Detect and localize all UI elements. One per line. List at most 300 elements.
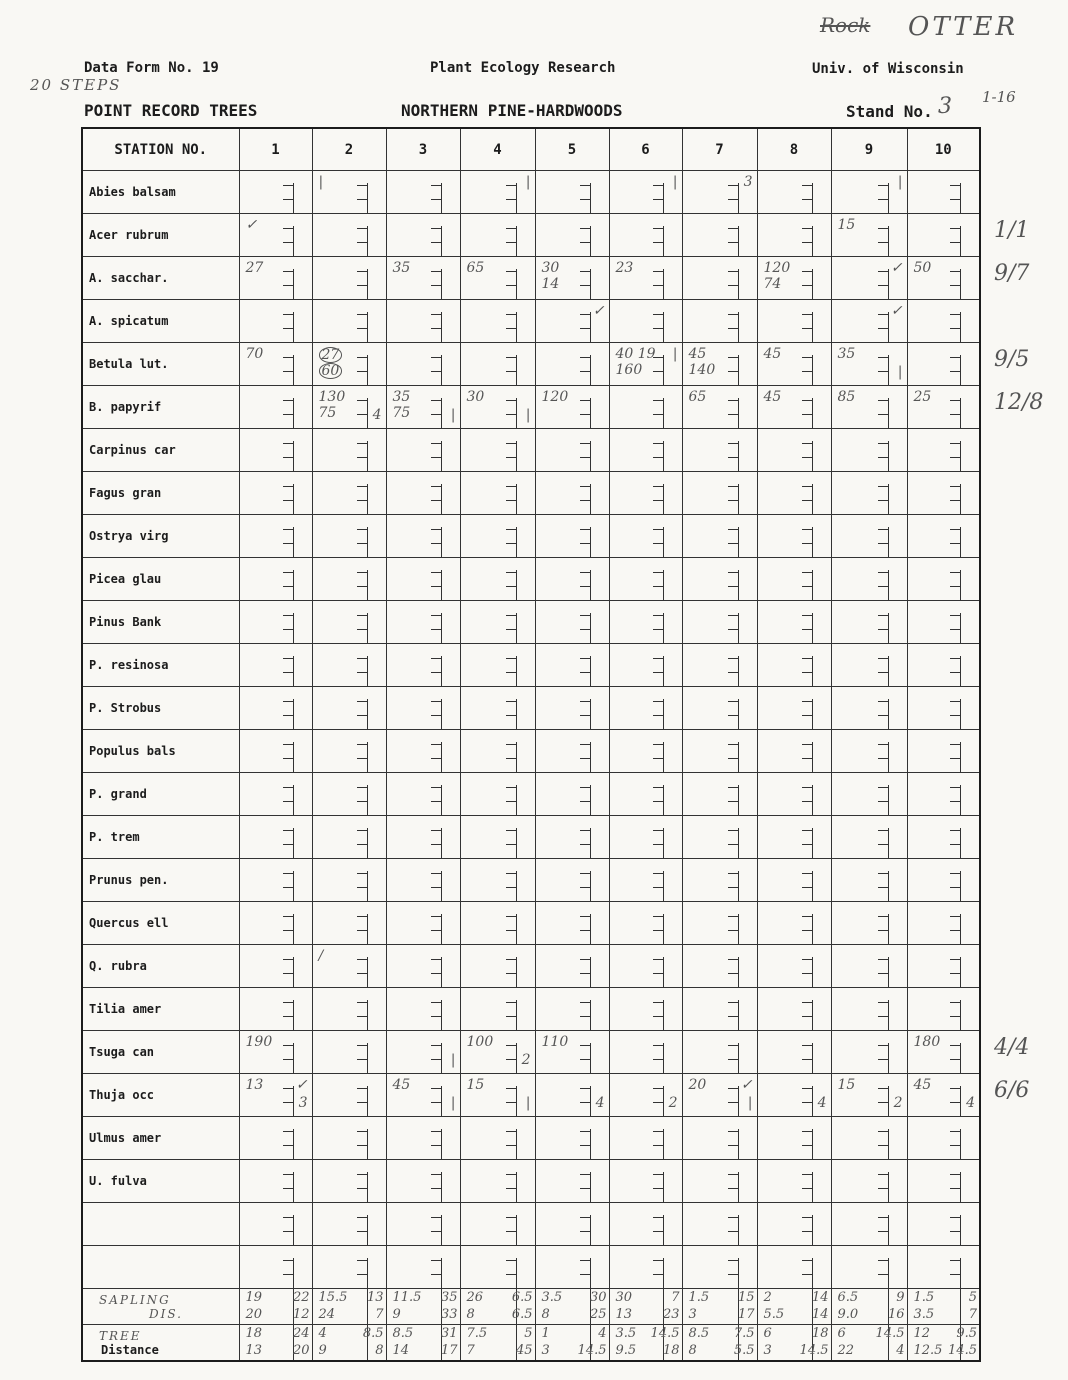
record-cell[interactable] <box>535 816 609 859</box>
record-cell[interactable] <box>386 515 460 558</box>
record-cell[interactable] <box>907 1074 980 1117</box>
distance-cell[interactable] <box>757 1289 831 1325</box>
distance-cell[interactable] <box>682 1289 757 1325</box>
record-cell[interactable] <box>682 730 757 773</box>
record-cell[interactable] <box>386 214 460 257</box>
handwritten-distance: 8 <box>466 1307 475 1322</box>
record-cell[interactable] <box>239 214 312 257</box>
record-cell[interactable] <box>386 429 460 472</box>
record-cell[interactable] <box>609 687 682 730</box>
record-cell[interactable] <box>239 859 312 902</box>
record-cell[interactable] <box>609 859 682 902</box>
record-cell[interactable] <box>682 945 757 988</box>
record-cell[interactable] <box>757 214 831 257</box>
record-cell[interactable] <box>907 214 980 257</box>
record-cell[interactable] <box>609 1117 682 1160</box>
record-cell[interactable] <box>831 1160 907 1203</box>
cell-dash <box>283 830 294 831</box>
record-cell[interactable] <box>239 1246 312 1289</box>
record-cell[interactable] <box>312 343 386 386</box>
record-cell[interactable] <box>609 816 682 859</box>
record-cell[interactable] <box>831 730 907 773</box>
record-cell[interactable] <box>386 988 460 1031</box>
record-cell[interactable] <box>609 300 682 343</box>
record-cell[interactable] <box>609 343 682 386</box>
cell-dash <box>357 457 368 458</box>
record-cell[interactable] <box>831 1246 907 1289</box>
record-cell[interactable] <box>757 859 831 902</box>
record-cell[interactable] <box>757 472 831 515</box>
record-cell[interactable] <box>609 988 682 1031</box>
record-cell[interactable] <box>312 257 386 300</box>
record-cell[interactable] <box>460 1203 535 1246</box>
record-cell[interactable] <box>535 257 609 300</box>
record-cell[interactable] <box>535 429 609 472</box>
record-cell[interactable] <box>312 816 386 859</box>
record-cell[interactable] <box>757 730 831 773</box>
record-cell[interactable] <box>535 687 609 730</box>
record-cell[interactable] <box>386 601 460 644</box>
record-cell[interactable] <box>460 257 535 300</box>
record-cell[interactable] <box>757 601 831 644</box>
record-cell[interactable] <box>907 343 980 386</box>
record-cell[interactable] <box>460 1117 535 1160</box>
record-cell[interactable] <box>831 1203 907 1246</box>
record-cell[interactable] <box>757 988 831 1031</box>
record-cell[interactable] <box>609 644 682 687</box>
record-cell[interactable] <box>312 386 386 429</box>
record-cell[interactable] <box>312 773 386 816</box>
record-cell[interactable] <box>386 1246 460 1289</box>
record-cell[interactable] <box>460 687 535 730</box>
record-cell[interactable] <box>386 1203 460 1246</box>
record-cell[interactable] <box>460 902 535 945</box>
record-cell[interactable] <box>757 687 831 730</box>
record-cell[interactable] <box>907 730 980 773</box>
record-cell[interactable] <box>312 558 386 601</box>
record-cell[interactable] <box>682 214 757 257</box>
record-cell[interactable] <box>239 601 312 644</box>
record-cell[interactable] <box>312 1160 386 1203</box>
record-cell[interactable] <box>682 343 757 386</box>
record-cell[interactable] <box>907 859 980 902</box>
record-cell[interactable] <box>907 472 980 515</box>
record-cell[interactable] <box>831 859 907 902</box>
record-cell[interactable] <box>535 515 609 558</box>
record-cell[interactable] <box>609 1160 682 1203</box>
record-cell[interactable] <box>460 386 535 429</box>
record-cell[interactable] <box>386 1031 460 1074</box>
record-cell[interactable] <box>535 300 609 343</box>
record-cell[interactable] <box>757 1203 831 1246</box>
record-cell[interactable] <box>682 472 757 515</box>
record-cell[interactable] <box>831 601 907 644</box>
record-cell[interactable] <box>239 171 312 214</box>
record-cell[interactable] <box>239 429 312 472</box>
cell-divider <box>960 656 961 686</box>
record-cell[interactable] <box>535 214 609 257</box>
record-cell[interactable] <box>312 1203 386 1246</box>
record-cell[interactable] <box>609 730 682 773</box>
record-cell[interactable] <box>682 300 757 343</box>
record-cell[interactable] <box>535 902 609 945</box>
record-cell[interactable] <box>386 859 460 902</box>
record-cell[interactable] <box>682 687 757 730</box>
record-cell[interactable] <box>907 171 980 214</box>
record-cell[interactable] <box>386 644 460 687</box>
record-cell[interactable] <box>460 644 535 687</box>
distance-cell[interactable] <box>609 1289 682 1325</box>
record-cell[interactable] <box>907 1031 980 1074</box>
record-cell[interactable] <box>239 1203 312 1246</box>
record-cell[interactable] <box>460 988 535 1031</box>
cell-dash <box>878 1102 889 1103</box>
record-cell[interactable] <box>312 429 386 472</box>
record-cell[interactable] <box>682 171 757 214</box>
record-cell[interactable] <box>460 300 535 343</box>
record-cell[interactable] <box>757 257 831 300</box>
record-cell[interactable] <box>460 1031 535 1074</box>
record-cell[interactable] <box>907 300 980 343</box>
record-cell[interactable] <box>757 558 831 601</box>
record-cell[interactable] <box>460 1160 535 1203</box>
distance-cell[interactable] <box>535 1325 609 1362</box>
record-cell[interactable] <box>312 644 386 687</box>
record-cell[interactable] <box>682 988 757 1031</box>
handwritten-distance: 13 <box>366 1290 384 1305</box>
distance-cell[interactable] <box>757 1325 831 1362</box>
record-cell[interactable] <box>831 816 907 859</box>
record-cell[interactable] <box>682 1203 757 1246</box>
record-cell[interactable] <box>239 386 312 429</box>
record-cell[interactable] <box>312 1031 386 1074</box>
record-cell[interactable] <box>907 687 980 730</box>
record-cell[interactable] <box>312 515 386 558</box>
record-cell[interactable] <box>239 343 312 386</box>
record-cell[interactable] <box>682 859 757 902</box>
record-cell[interactable] <box>831 558 907 601</box>
record-cell[interactable] <box>831 429 907 472</box>
record-cell[interactable] <box>239 644 312 687</box>
steps-note: 20 STEPS <box>30 76 122 94</box>
record-cell[interactable] <box>239 257 312 300</box>
record-cell[interactable] <box>386 687 460 730</box>
record-cell[interactable] <box>757 816 831 859</box>
record-cell[interactable] <box>831 214 907 257</box>
record-cell[interactable] <box>831 687 907 730</box>
record-cell[interactable] <box>757 902 831 945</box>
record-cell[interactable] <box>239 558 312 601</box>
record-cell[interactable] <box>907 1246 980 1289</box>
record-cell[interactable] <box>609 171 682 214</box>
record-cell[interactable] <box>312 1074 386 1117</box>
distance-cell[interactable] <box>535 1289 609 1325</box>
record-cell[interactable] <box>460 343 535 386</box>
record-cell[interactable] <box>386 1074 460 1117</box>
record-cell[interactable] <box>239 515 312 558</box>
record-cell[interactable] <box>757 515 831 558</box>
record-cell[interactable] <box>831 257 907 300</box>
record-cell[interactable] <box>609 1031 682 1074</box>
record-cell[interactable] <box>682 601 757 644</box>
record-cell[interactable] <box>831 1074 907 1117</box>
record-cell[interactable] <box>460 1074 535 1117</box>
record-cell[interactable] <box>535 1203 609 1246</box>
record-cell[interactable] <box>535 1160 609 1203</box>
record-cell[interactable] <box>609 558 682 601</box>
record-cell[interactable] <box>239 773 312 816</box>
record-cell[interactable] <box>460 1246 535 1289</box>
record-cell[interactable] <box>757 644 831 687</box>
record-cell[interactable] <box>609 1203 682 1246</box>
record-cell[interactable] <box>609 945 682 988</box>
record-cell[interactable] <box>386 902 460 945</box>
record-cell[interactable] <box>907 515 980 558</box>
record-cell[interactable] <box>609 1246 682 1289</box>
record-cell[interactable] <box>312 214 386 257</box>
record-cell[interactable] <box>239 472 312 515</box>
record-cell[interactable] <box>907 773 980 816</box>
record-cell[interactable] <box>831 945 907 988</box>
distance-cell[interactable] <box>609 1325 682 1362</box>
record-cell[interactable] <box>831 902 907 945</box>
record-cell[interactable] <box>907 988 980 1031</box>
record-cell[interactable] <box>535 472 609 515</box>
record-cell[interactable] <box>386 816 460 859</box>
cell-dash <box>357 1016 368 1017</box>
record-cell[interactable] <box>386 1160 460 1203</box>
cell-dash <box>431 199 442 200</box>
record-cell[interactable] <box>239 816 312 859</box>
record-cell[interactable] <box>907 1117 980 1160</box>
record-cell[interactable] <box>460 945 535 988</box>
record-cell[interactable] <box>609 1074 682 1117</box>
record-cell[interactable] <box>460 816 535 859</box>
record-cell[interactable] <box>609 472 682 515</box>
record-cell[interactable] <box>312 859 386 902</box>
record-cell[interactable] <box>831 386 907 429</box>
record-cell[interactable] <box>907 601 980 644</box>
record-cell[interactable] <box>682 515 757 558</box>
record-cell[interactable] <box>682 1160 757 1203</box>
record-cell[interactable] <box>535 1074 609 1117</box>
record-cell[interactable] <box>312 300 386 343</box>
cell-dash <box>283 1002 294 1003</box>
record-cell[interactable] <box>757 300 831 343</box>
cell-dash <box>431 658 442 659</box>
record-cell[interactable] <box>757 945 831 988</box>
record-cell[interactable] <box>535 1031 609 1074</box>
record-cell[interactable] <box>460 171 535 214</box>
record-cell[interactable] <box>535 1246 609 1289</box>
record-cell[interactable] <box>907 558 980 601</box>
record-cell[interactable] <box>907 816 980 859</box>
record-cell[interactable] <box>535 945 609 988</box>
distance-cell[interactable] <box>907 1289 980 1325</box>
record-cell[interactable] <box>312 902 386 945</box>
record-cell[interactable] <box>757 1160 831 1203</box>
record-cell[interactable] <box>312 472 386 515</box>
record-cell[interactable] <box>386 1117 460 1160</box>
cell-dash <box>802 744 813 745</box>
record-cell[interactable] <box>757 1031 831 1074</box>
record-cell[interactable] <box>386 386 460 429</box>
record-cell[interactable] <box>386 257 460 300</box>
record-cell[interactable] <box>386 558 460 601</box>
record-cell[interactable] <box>907 945 980 988</box>
distance-cell[interactable] <box>460 1325 535 1362</box>
record-cell[interactable] <box>682 386 757 429</box>
record-cell[interactable] <box>386 945 460 988</box>
record-cell[interactable] <box>239 1117 312 1160</box>
record-cell[interactable] <box>460 558 535 601</box>
record-cell[interactable] <box>757 343 831 386</box>
record-cell[interactable] <box>460 214 535 257</box>
record-cell[interactable] <box>831 472 907 515</box>
record-cell[interactable] <box>386 300 460 343</box>
record-cell[interactable] <box>757 171 831 214</box>
record-cell[interactable] <box>907 644 980 687</box>
distance-cell[interactable] <box>907 1325 980 1362</box>
record-cell[interactable] <box>312 988 386 1031</box>
record-cell[interactable] <box>682 429 757 472</box>
record-cell[interactable] <box>757 773 831 816</box>
record-cell[interactable] <box>460 730 535 773</box>
record-cell[interactable] <box>682 644 757 687</box>
record-cell[interactable] <box>312 687 386 730</box>
record-cell[interactable] <box>831 644 907 687</box>
record-cell[interactable] <box>386 171 460 214</box>
distance-cell[interactable] <box>386 1325 460 1362</box>
record-cell[interactable] <box>609 601 682 644</box>
record-cell[interactable] <box>757 1246 831 1289</box>
record-cell[interactable] <box>535 859 609 902</box>
distance-cell[interactable] <box>239 1289 312 1325</box>
record-cell[interactable] <box>535 601 609 644</box>
record-cell[interactable] <box>386 472 460 515</box>
record-cell[interactable] <box>535 988 609 1031</box>
record-cell[interactable] <box>535 773 609 816</box>
record-cell[interactable] <box>239 300 312 343</box>
record-cell[interactable] <box>907 902 980 945</box>
record-cell[interactable] <box>239 687 312 730</box>
record-cell[interactable] <box>239 1160 312 1203</box>
record-cell[interactable] <box>386 730 460 773</box>
record-cell[interactable] <box>609 429 682 472</box>
record-cell[interactable] <box>757 1117 831 1160</box>
record-cell[interactable] <box>609 902 682 945</box>
record-cell[interactable] <box>609 515 682 558</box>
record-cell[interactable] <box>239 945 312 988</box>
record-cell[interactable] <box>682 902 757 945</box>
record-cell[interactable] <box>682 773 757 816</box>
record-cell[interactable] <box>682 1074 757 1117</box>
record-cell[interactable] <box>535 644 609 687</box>
record-cell[interactable] <box>535 171 609 214</box>
distance-cell[interactable] <box>312 1289 386 1325</box>
record-cell[interactable] <box>907 257 980 300</box>
record-cell[interactable] <box>907 386 980 429</box>
record-cell[interactable] <box>831 171 907 214</box>
distance-cell[interactable] <box>386 1289 460 1325</box>
distance-cell[interactable] <box>312 1325 386 1362</box>
record-cell[interactable] <box>460 773 535 816</box>
record-cell[interactable] <box>460 472 535 515</box>
record-cell[interactable] <box>386 773 460 816</box>
record-cell[interactable] <box>682 1246 757 1289</box>
cell-dash <box>283 873 294 874</box>
cell-dash <box>878 973 889 974</box>
cell-dash <box>283 314 294 315</box>
record-cell[interactable] <box>312 945 386 988</box>
record-cell[interactable] <box>831 1031 907 1074</box>
distance-cell[interactable] <box>831 1325 907 1362</box>
distance-cell[interactable] <box>682 1325 757 1362</box>
cell-dash <box>506 285 517 286</box>
record-cell[interactable] <box>757 429 831 472</box>
record-cell[interactable] <box>535 1117 609 1160</box>
record-cell[interactable] <box>312 1246 386 1289</box>
record-cell[interactable] <box>535 386 609 429</box>
record-cell[interactable] <box>312 601 386 644</box>
record-cell[interactable] <box>460 859 535 902</box>
record-cell[interactable] <box>460 429 535 472</box>
record-cell[interactable] <box>239 730 312 773</box>
cell-divider <box>516 613 517 643</box>
record-cell[interactable] <box>907 429 980 472</box>
record-cell[interactable] <box>682 816 757 859</box>
record-cell[interactable] <box>831 1117 907 1160</box>
record-cell[interactable] <box>609 386 682 429</box>
distance-cell[interactable] <box>239 1325 312 1362</box>
record-cell[interactable] <box>831 515 907 558</box>
record-cell[interactable] <box>682 1117 757 1160</box>
record-cell[interactable] <box>312 730 386 773</box>
cell-dash <box>728 1002 739 1003</box>
record-cell[interactable] <box>757 1074 831 1117</box>
record-cell[interactable] <box>386 343 460 386</box>
record-cell[interactable] <box>535 343 609 386</box>
record-cell[interactable] <box>312 171 386 214</box>
record-cell[interactable] <box>682 1031 757 1074</box>
record-cell[interactable] <box>831 343 907 386</box>
record-cell[interactable] <box>460 601 535 644</box>
record-cell[interactable] <box>831 300 907 343</box>
record-cell[interactable] <box>239 902 312 945</box>
record-cell[interactable] <box>239 1074 312 1117</box>
cell-dash <box>878 715 889 716</box>
record-cell[interactable] <box>682 558 757 601</box>
distance-cell[interactable] <box>460 1289 535 1325</box>
record-cell[interactable] <box>239 1031 312 1074</box>
record-cell[interactable] <box>831 773 907 816</box>
record-cell[interactable] <box>609 773 682 816</box>
record-cell[interactable] <box>609 257 682 300</box>
record-cell[interactable] <box>239 988 312 1031</box>
record-cell[interactable] <box>460 515 535 558</box>
record-cell[interactable] <box>757 386 831 429</box>
record-cell[interactable] <box>535 558 609 601</box>
record-cell[interactable] <box>907 1203 980 1246</box>
record-cell[interactable] <box>907 1160 980 1203</box>
record-cell[interactable] <box>535 730 609 773</box>
handwritten-entry: 45 <box>688 346 707 362</box>
distance-cell[interactable] <box>831 1289 907 1325</box>
record-cell[interactable] <box>312 1117 386 1160</box>
record-cell[interactable] <box>831 988 907 1031</box>
record-cell[interactable] <box>609 214 682 257</box>
record-cell[interactable] <box>682 257 757 300</box>
